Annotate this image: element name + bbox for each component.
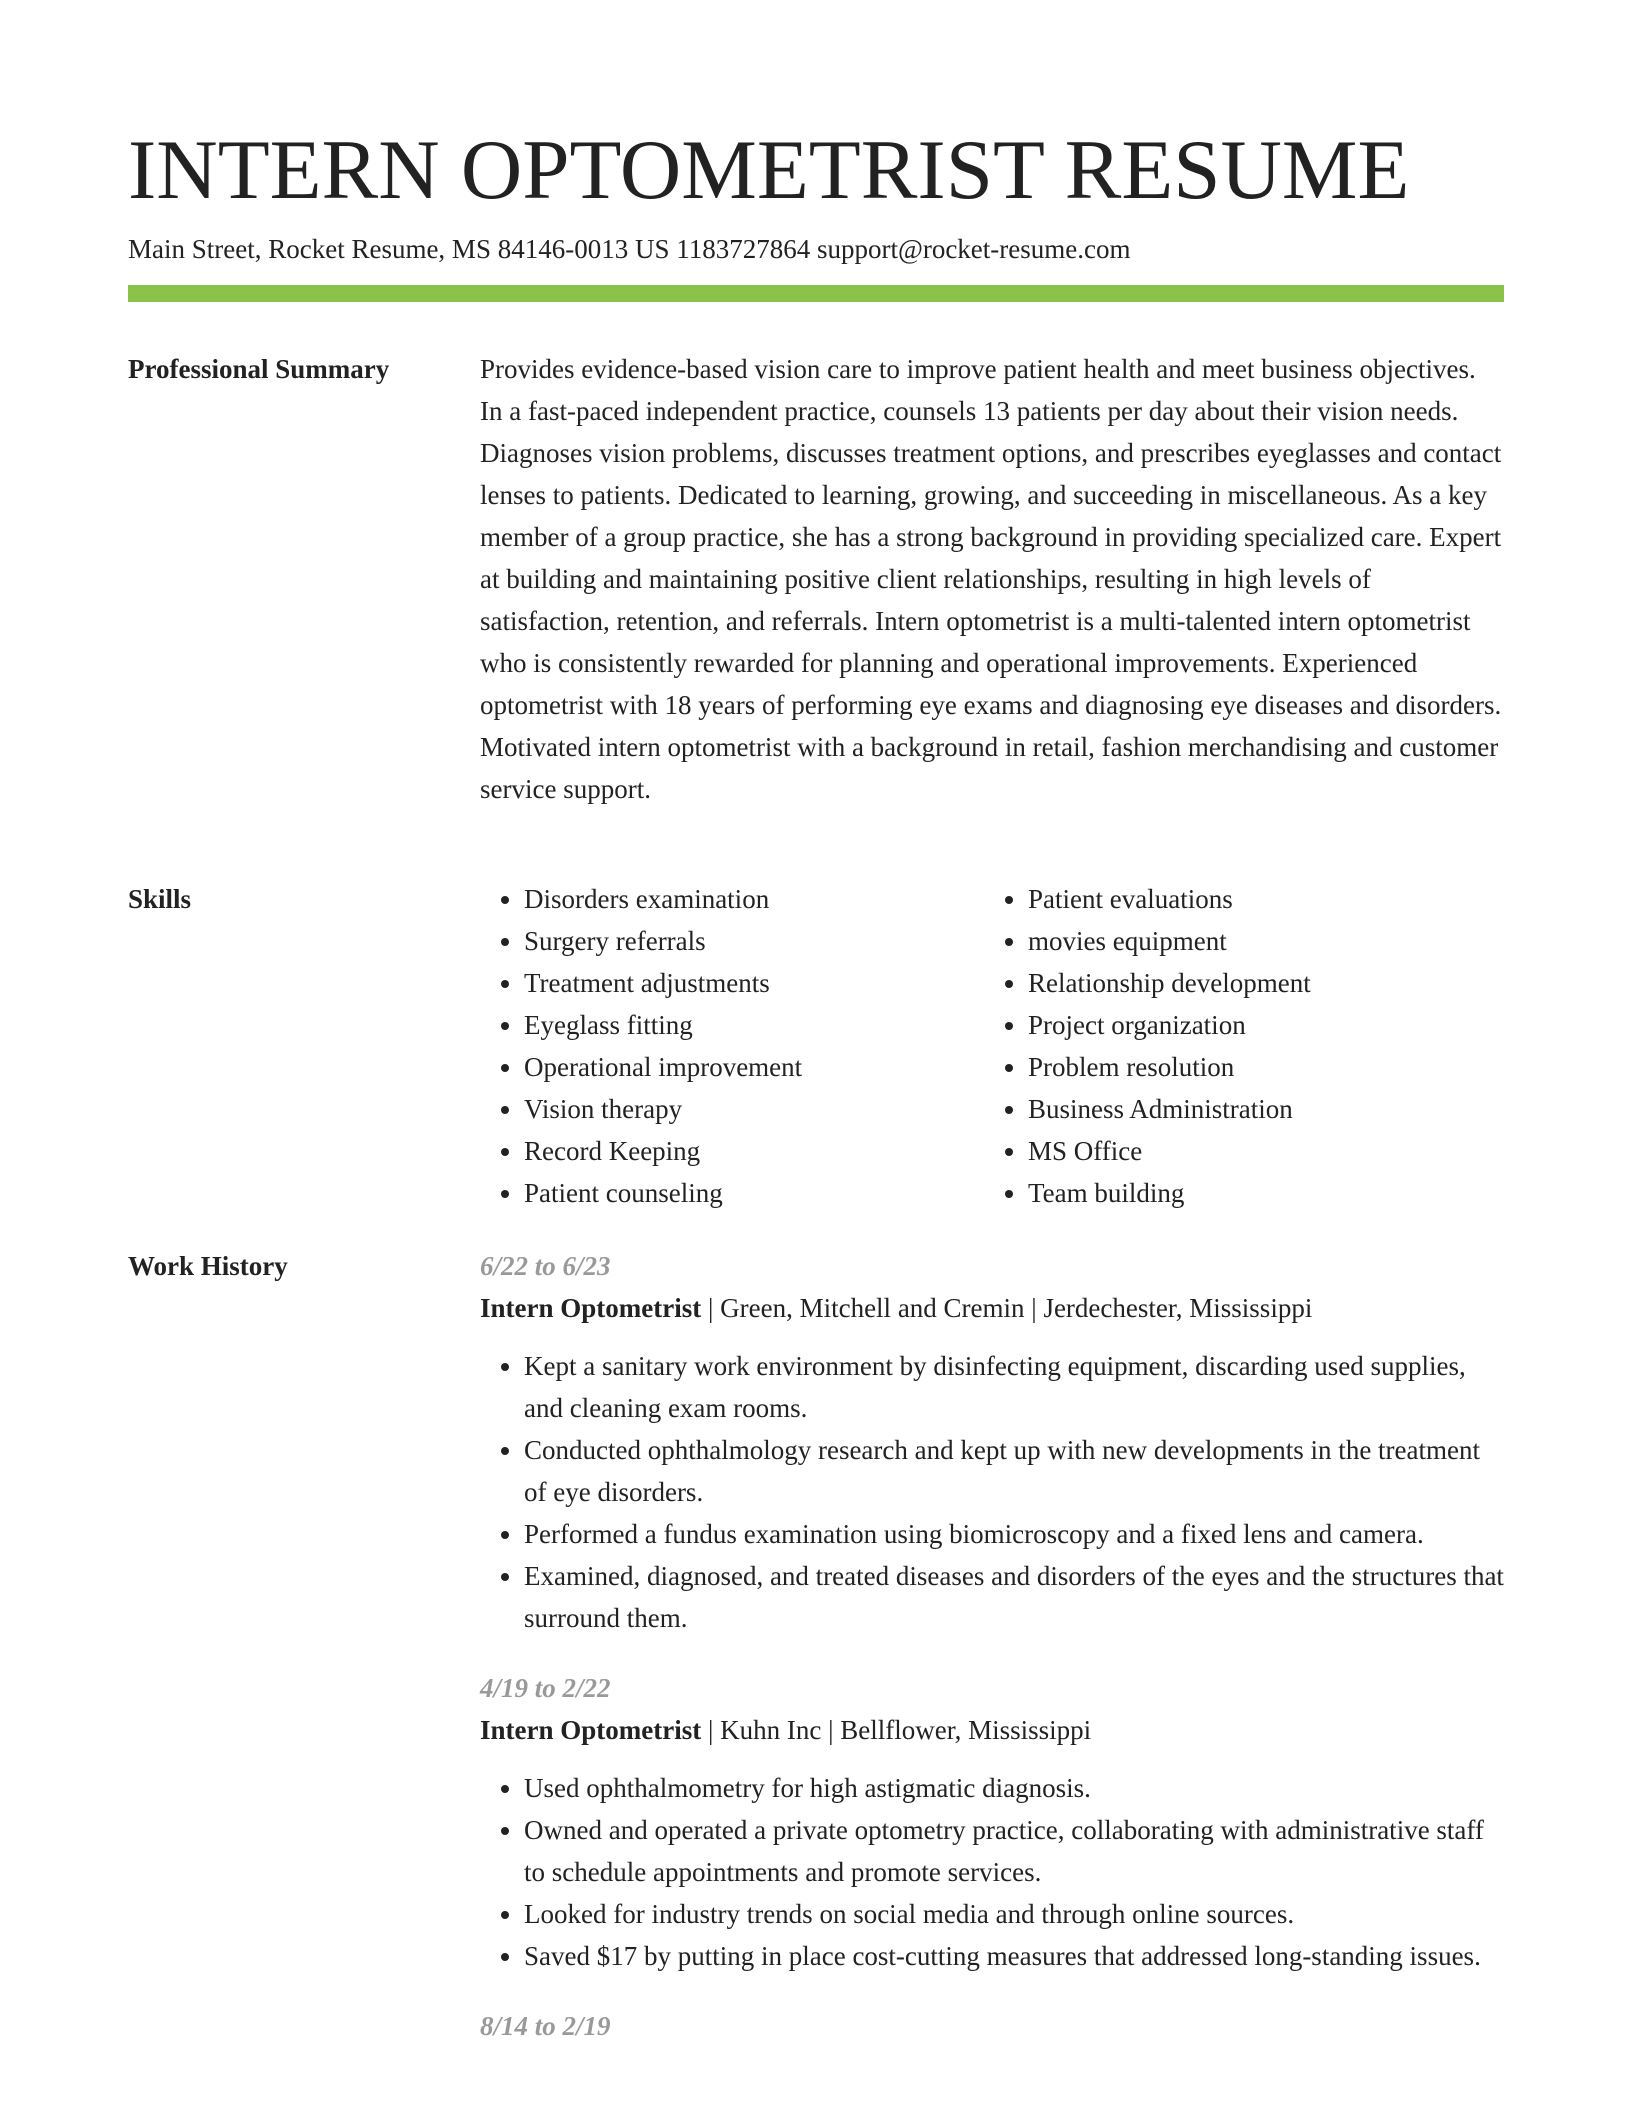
skills-list-left: [480, 878, 984, 1214]
skill-item: • Team building: [1028, 1172, 1488, 1214]
skill-item: • Surgery referrals: [524, 920, 984, 962]
job-bullets: [480, 1767, 1504, 1977]
skill-item: • Vision therapy: [524, 1088, 984, 1130]
skill-item: • Patient counseling: [524, 1172, 984, 1214]
job-bullet: • Saved $17 by putting in place cost-cutting measures that addressed long-standing issues.: [524, 1935, 1504, 1977]
job-entry: [480, 2005, 1504, 2047]
job-bullet: • Looked for industry trends on social media and through online sources.: [524, 1893, 1504, 1935]
summary-heading: Professional Summary: [128, 354, 390, 384]
skill-item: • MS Office: [1028, 1130, 1488, 1172]
skill-item: • Relationship development: [1028, 962, 1488, 1004]
job-bullet: • Kept a sanitary work environment by disinfecting equipment, discarding used supplies, and cleaning exam rooms.: [524, 1345, 1504, 1429]
resume-title: INTERN OPTOMETRIST RESUME: [128, 123, 1410, 217]
job-title: Intern Optometrist: [480, 1715, 702, 1745]
job-dates: 8/14 to 2/19: [480, 2011, 611, 2041]
job-dates: 6/22 to 6/23: [480, 1251, 611, 1281]
skill-item: • Eyeglass fitting: [524, 1004, 984, 1046]
accent-rule: [128, 285, 1504, 302]
skill-item: • Business Administration: [1028, 1088, 1488, 1130]
skills-list-right: [984, 878, 1488, 1214]
job-entry: [480, 1245, 1504, 1639]
skill-item: • Patient evaluations: [1028, 878, 1488, 920]
job-title: Intern Optometrist: [480, 1293, 702, 1323]
job-bullet: • Owned and operated a private optometry practice, collaborating with administrative staff to schedule appointments and promote services.: [524, 1809, 1504, 1893]
skill-item: • Treatment adjustments: [524, 962, 984, 1004]
job-dates: 4/19 to 2/22: [480, 1673, 611, 1703]
skill-item: • Project organization: [1028, 1004, 1488, 1046]
job-title-line: [480, 1709, 1504, 1751]
work-heading: Work History: [128, 1251, 288, 1281]
skill-item: • movies equipment: [1028, 920, 1488, 962]
job-bullet: • Performed a fundus examination using biomicroscopy and a fixed lens and camera.: [524, 1513, 1504, 1555]
summary-text: Provides evidence-based vision care to improve patient health and meet business objectives. In a fast-paced independent practice, counsels 13 patients per day about their vision needs. Diagnoses vision problems, discusses treatment options, and prescribes eyeglasses and contact lenses to patients. Dedicated to learning, growing, and succeeding in miscellaneous. As a key member of a group practice, she has a strong background in providing specialized care. Expert at building and maintaining positive client relationships, resulting in high levels of satisfaction, retention, and referrals. Intern optometrist is a multi-talented intern optometrist who is consistently rewarded for planning and operational improvements. Experienced optometrist with 18 years of performing eye exams and diagnosing eye diseases and disorders. Motivated intern optometrist with a background in retail, fashion merchandising and customer service support.: [480, 354, 1502, 804]
job-bullets: [480, 1345, 1504, 1639]
skill-item: • Record Keeping: [524, 1130, 984, 1172]
job-details: | Green, Mitchell and Cremin | Jerdechester, Mississippi: [701, 1293, 1313, 1323]
skill-item: • Problem resolution: [1028, 1046, 1488, 1088]
skill-item: • Disorders examination: [524, 878, 984, 920]
skills-body: [480, 878, 1504, 1214]
work-body: [480, 1245, 1504, 2075]
job-bullet: • Examined, diagnosed, and treated diseases and disorders of the eyes and the structures that surround them.: [524, 1555, 1504, 1639]
job-title-line: [480, 1287, 1504, 1329]
skills-heading: Skills: [128, 884, 192, 914]
contact-line: Main Street, Rocket Resume, MS 84146-0013 US 1183727864 support@rocket-resume.com: [128, 234, 1131, 264]
skill-item: • Operational improvement: [524, 1046, 984, 1088]
job-entry: [480, 1667, 1504, 1977]
summary-body: [480, 348, 1504, 810]
job-details: | Kuhn Inc | Bellflower, Mississippi: [701, 1715, 1092, 1745]
job-bullet: • Conducted ophthalmology research and kept up with new developments in the treatment of eye disorders.: [524, 1429, 1504, 1513]
job-bullet: • Used ophthalmometry for high astigmatic diagnosis.: [524, 1767, 1504, 1809]
